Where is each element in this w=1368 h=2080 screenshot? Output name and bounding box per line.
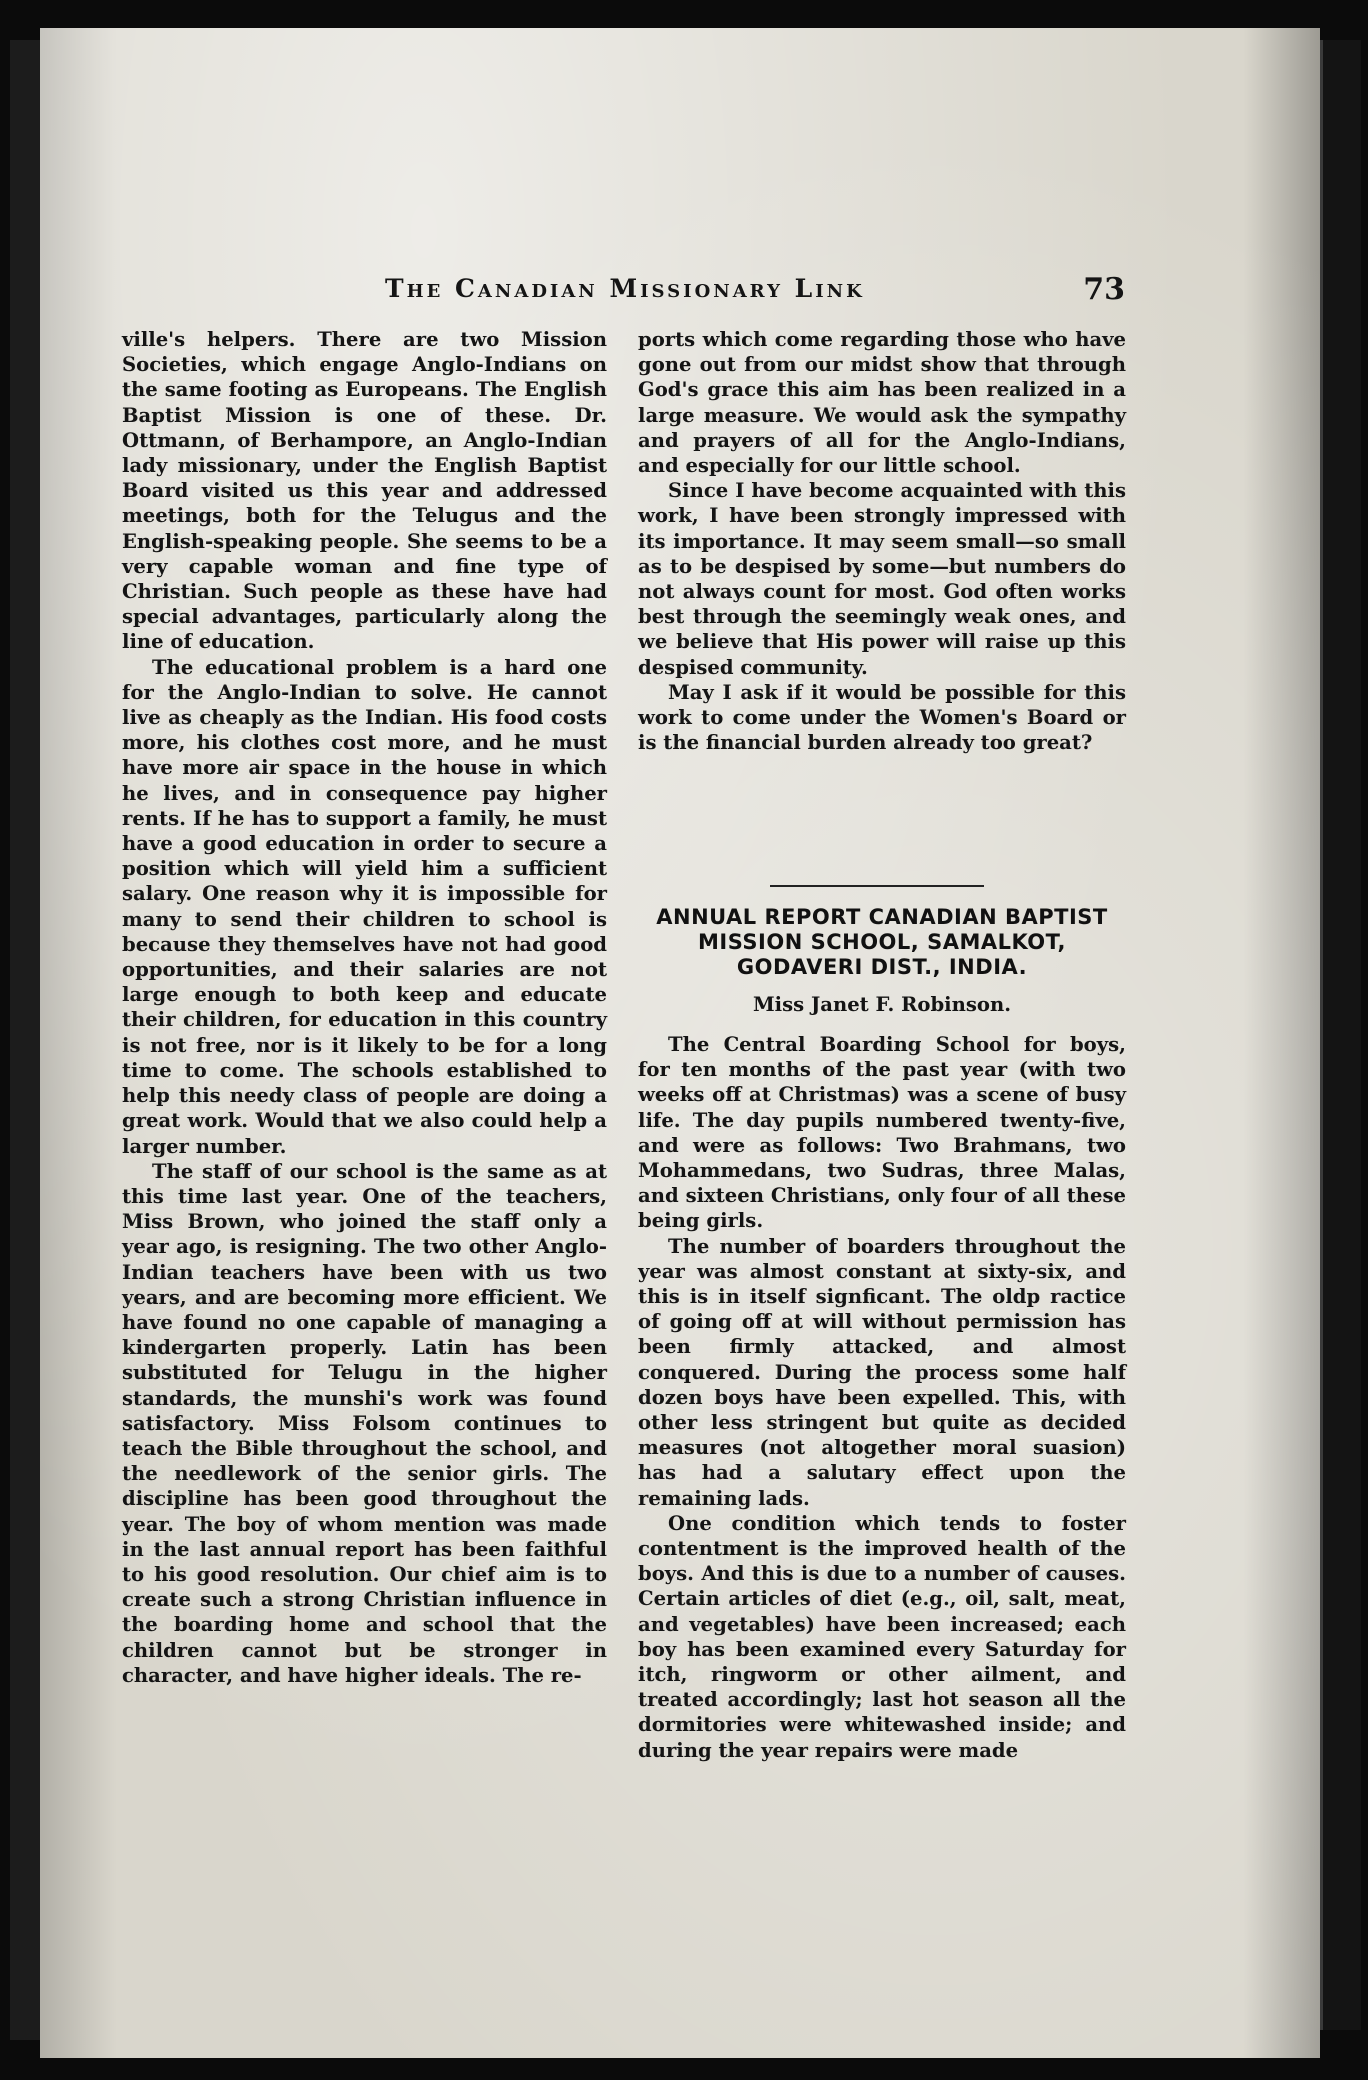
article-paragraph-1: The Central Boarding School for boys, for ten months of the past year (with two weeks off at Christmas) was a scene of busy life. The day pupils numbered twenty-five, and were as follows: Two Brahmans, two Mohammedans, two Sudras, three Malas, and sixteen Christians, only four of all these being girls. xyxy=(638,1033,1126,1233)
article-paragraph-2: The number of boarders throughout the year was almost constant at sixty-six, and this is in itself signficant. The oldp ractice of going off at will without permission has been firmly attacked, and almost conquered. During the process some half dozen boys have been expelled. This, with other less stringent but quite as decided measures (not altogether moral suasion) has had a salutary effect upon the remaining lads. xyxy=(638,1234,1126,1510)
book-left-edge xyxy=(10,40,40,2040)
article-heading: ANNUAL REPORT CANADIAN BAPTIST MISSION SCHOOL, SAMALKOT, GODAVERI DIST., INDIA. xyxy=(656,905,1108,979)
right-paragraph-3: May I ask if it would be possible for this work to come under the Women's Board or is the financial burden already too great? xyxy=(638,680,1126,755)
right-column-upper xyxy=(638,327,1126,755)
right-column-lower xyxy=(638,1032,1126,1763)
page-header xyxy=(385,274,1125,314)
article-paragraph-3: One condition which tends to foster contentment is the improved health of the boys. And this is due to a number of causes. Certain articles of diet (e.g., oil, salt, meat, and vegetables) have been increased; each boy has been examined every Saturday for itch, ringworm or other ailment, and treated accordingly; last hot season all the dormitories were whitewashed inside; and during the year repairs were made xyxy=(638,1511,1126,1762)
running-title: The Canadian Missionary Link xyxy=(385,274,865,303)
left-paragraph-1: ville's helpers. There are two Mission Societies, which engage Anglo-Indians on the same footing as Europeans. The English Baptist Mission is one of these. Dr. Ottmann, of Berhampore, an Anglo-Indian lady missionary, under the English Baptist Board visited us this year and addressed meetings, both for the Telugus and the English-speaking people. She seems to be a very capable woman and fine type of Christian. Such people as these have had special advantages, particularly along the line of education. xyxy=(122,328,607,654)
article-byline: Miss Janet F. Robinson. xyxy=(752,993,1012,1016)
left-paragraph-2: The educational problem is a hard one for the Anglo-Indian to solve. He cannot live as cheaply as the Indian. His food costs more, his clothes cost more, and he must have more air space in the house in which he lives, and in consequence pay higher rents. If he has to support a family, he must have a good education in order to secure a position which will yield him a sufficient salary. One reason why it is impossible for many to send their children to school is because they themselves have not had good opportunities, and their salaries are not large enough to both keep and educate their children, for education in this country is not free, nor is it likely to be for a long time to come. The schools established to help this needy class of people are doing a great work. Would that we also could help a larger number. xyxy=(122,655,607,1158)
right-paragraph-2: Since I have become acquainted with this work, I have been strongly impressed with its importance. It may seem small—so small as to be despised by some—but numbers do not always count for most. God often works best through the seemingly weak ones, and we believe that His power will raise up this despised community. xyxy=(638,479,1126,679)
left-column xyxy=(122,327,607,1688)
right-paragraph-1: ports which come regarding those who have gone out from our midst show that through God's grace this aim has been realized in a large measure. We would ask the sympathy and prayers of all for the Anglo-Indians, and especially for our little school. xyxy=(638,328,1126,478)
book-spine xyxy=(1320,40,1361,2030)
page-number: 73 xyxy=(1083,272,1125,307)
section-divider xyxy=(770,885,984,887)
left-paragraph-3: The staff of our school is the same as at this time last year. One of the teachers, Miss Brown, who joined the staff only a year ago, is resigning. The two other Anglo-Indian teachers have been with us two years, and are becoming more efficient. We have found no one capable of managing a kindergarten properly. Latin has been substituted for Telugu in the higher standards, the munshi's work was found satisfactory. Miss Folsom continues to teach the Bible throughout the school, and the needlework of the senior girls. The discipline has been good throughout the year. The boy of whom mention was made in the last annual report has been faithful to his good resolution. Our chief aim is to create such a strong Christian influence in the boarding home and school that the children cannot but be stronger in character, and have higher ideals. The re- xyxy=(122,1159,607,1687)
